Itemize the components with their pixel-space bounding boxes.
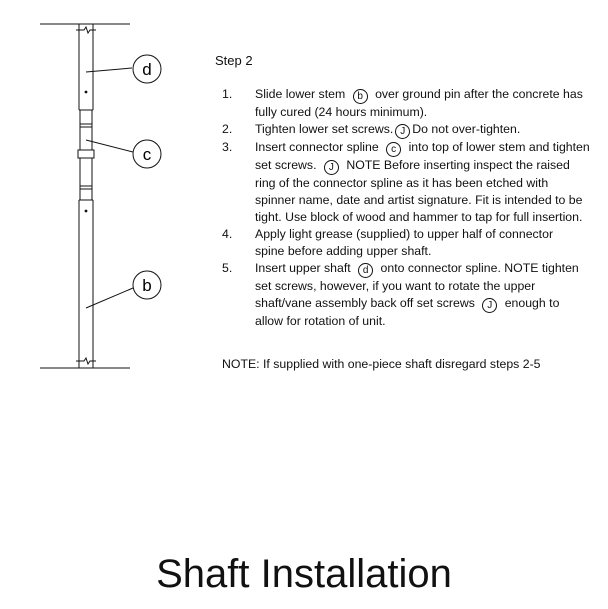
callout-badge: J: [482, 298, 497, 313]
callout-label-d: d: [142, 60, 152, 79]
steps-list: [222, 86, 591, 330]
step-text: Insert upper shaft: [255, 261, 351, 275]
callout-label-b: b: [142, 276, 152, 295]
step-text: Do not over-tighten.: [412, 122, 521, 136]
callout-label-c: c: [142, 145, 152, 164]
set-screw-dot-lower: [85, 210, 88, 213]
step-item: [222, 260, 585, 330]
note-text: NOTE: If supplied with one-piece shaft disregard steps 2-5: [222, 357, 541, 371]
step-text: Insert connector spline: [255, 140, 379, 154]
step-number: 1.: [222, 87, 233, 101]
callout-badge: J: [324, 160, 339, 175]
connector-ring: [78, 150, 94, 158]
callout-badge: J: [395, 124, 410, 139]
step-text: Tighten lower set screws.: [255, 122, 394, 136]
step-number: 3.: [222, 140, 233, 154]
set-screw-dot-upper: [85, 91, 88, 94]
step-item: [222, 226, 585, 260]
step-text: onto connector spline. NOTE tighten set screws, however, if you want to rotate the upper shaft/vane assembly back off set screws: [255, 261, 579, 310]
callout-badge: c: [386, 142, 401, 157]
step-title: Step 2: [215, 53, 253, 68]
step-number: 2.: [222, 122, 233, 136]
step-text: over ground pin after the concrete has fully cured (24 hours minimum).: [255, 87, 583, 119]
step-item: [222, 121, 585, 139]
step-text: NOTE Before inserting inspect the raised ring of the connector spline as it has been etched with spinner name, date and artist signature. Fit is intended to be tight. Use block of wood and hammer to tap for full insertion.: [255, 158, 583, 224]
step-text: into top of lower stem and tighten set screws.: [255, 140, 590, 172]
step-text: Slide lower stem: [255, 87, 346, 101]
step-item: [222, 139, 591, 226]
step-number: 5.: [222, 261, 233, 275]
callout-badge: d: [358, 263, 373, 278]
step-item: [222, 86, 585, 121]
step-text: enough to allow for rotation of unit.: [255, 296, 560, 328]
step-number: 4.: [222, 227, 233, 241]
page-title: Shaft Installation: [156, 552, 452, 596]
callout-badge: b: [353, 89, 368, 104]
step-text: Apply light grease (supplied) to upper half of connector spine before adding upper shaft.: [255, 227, 554, 258]
